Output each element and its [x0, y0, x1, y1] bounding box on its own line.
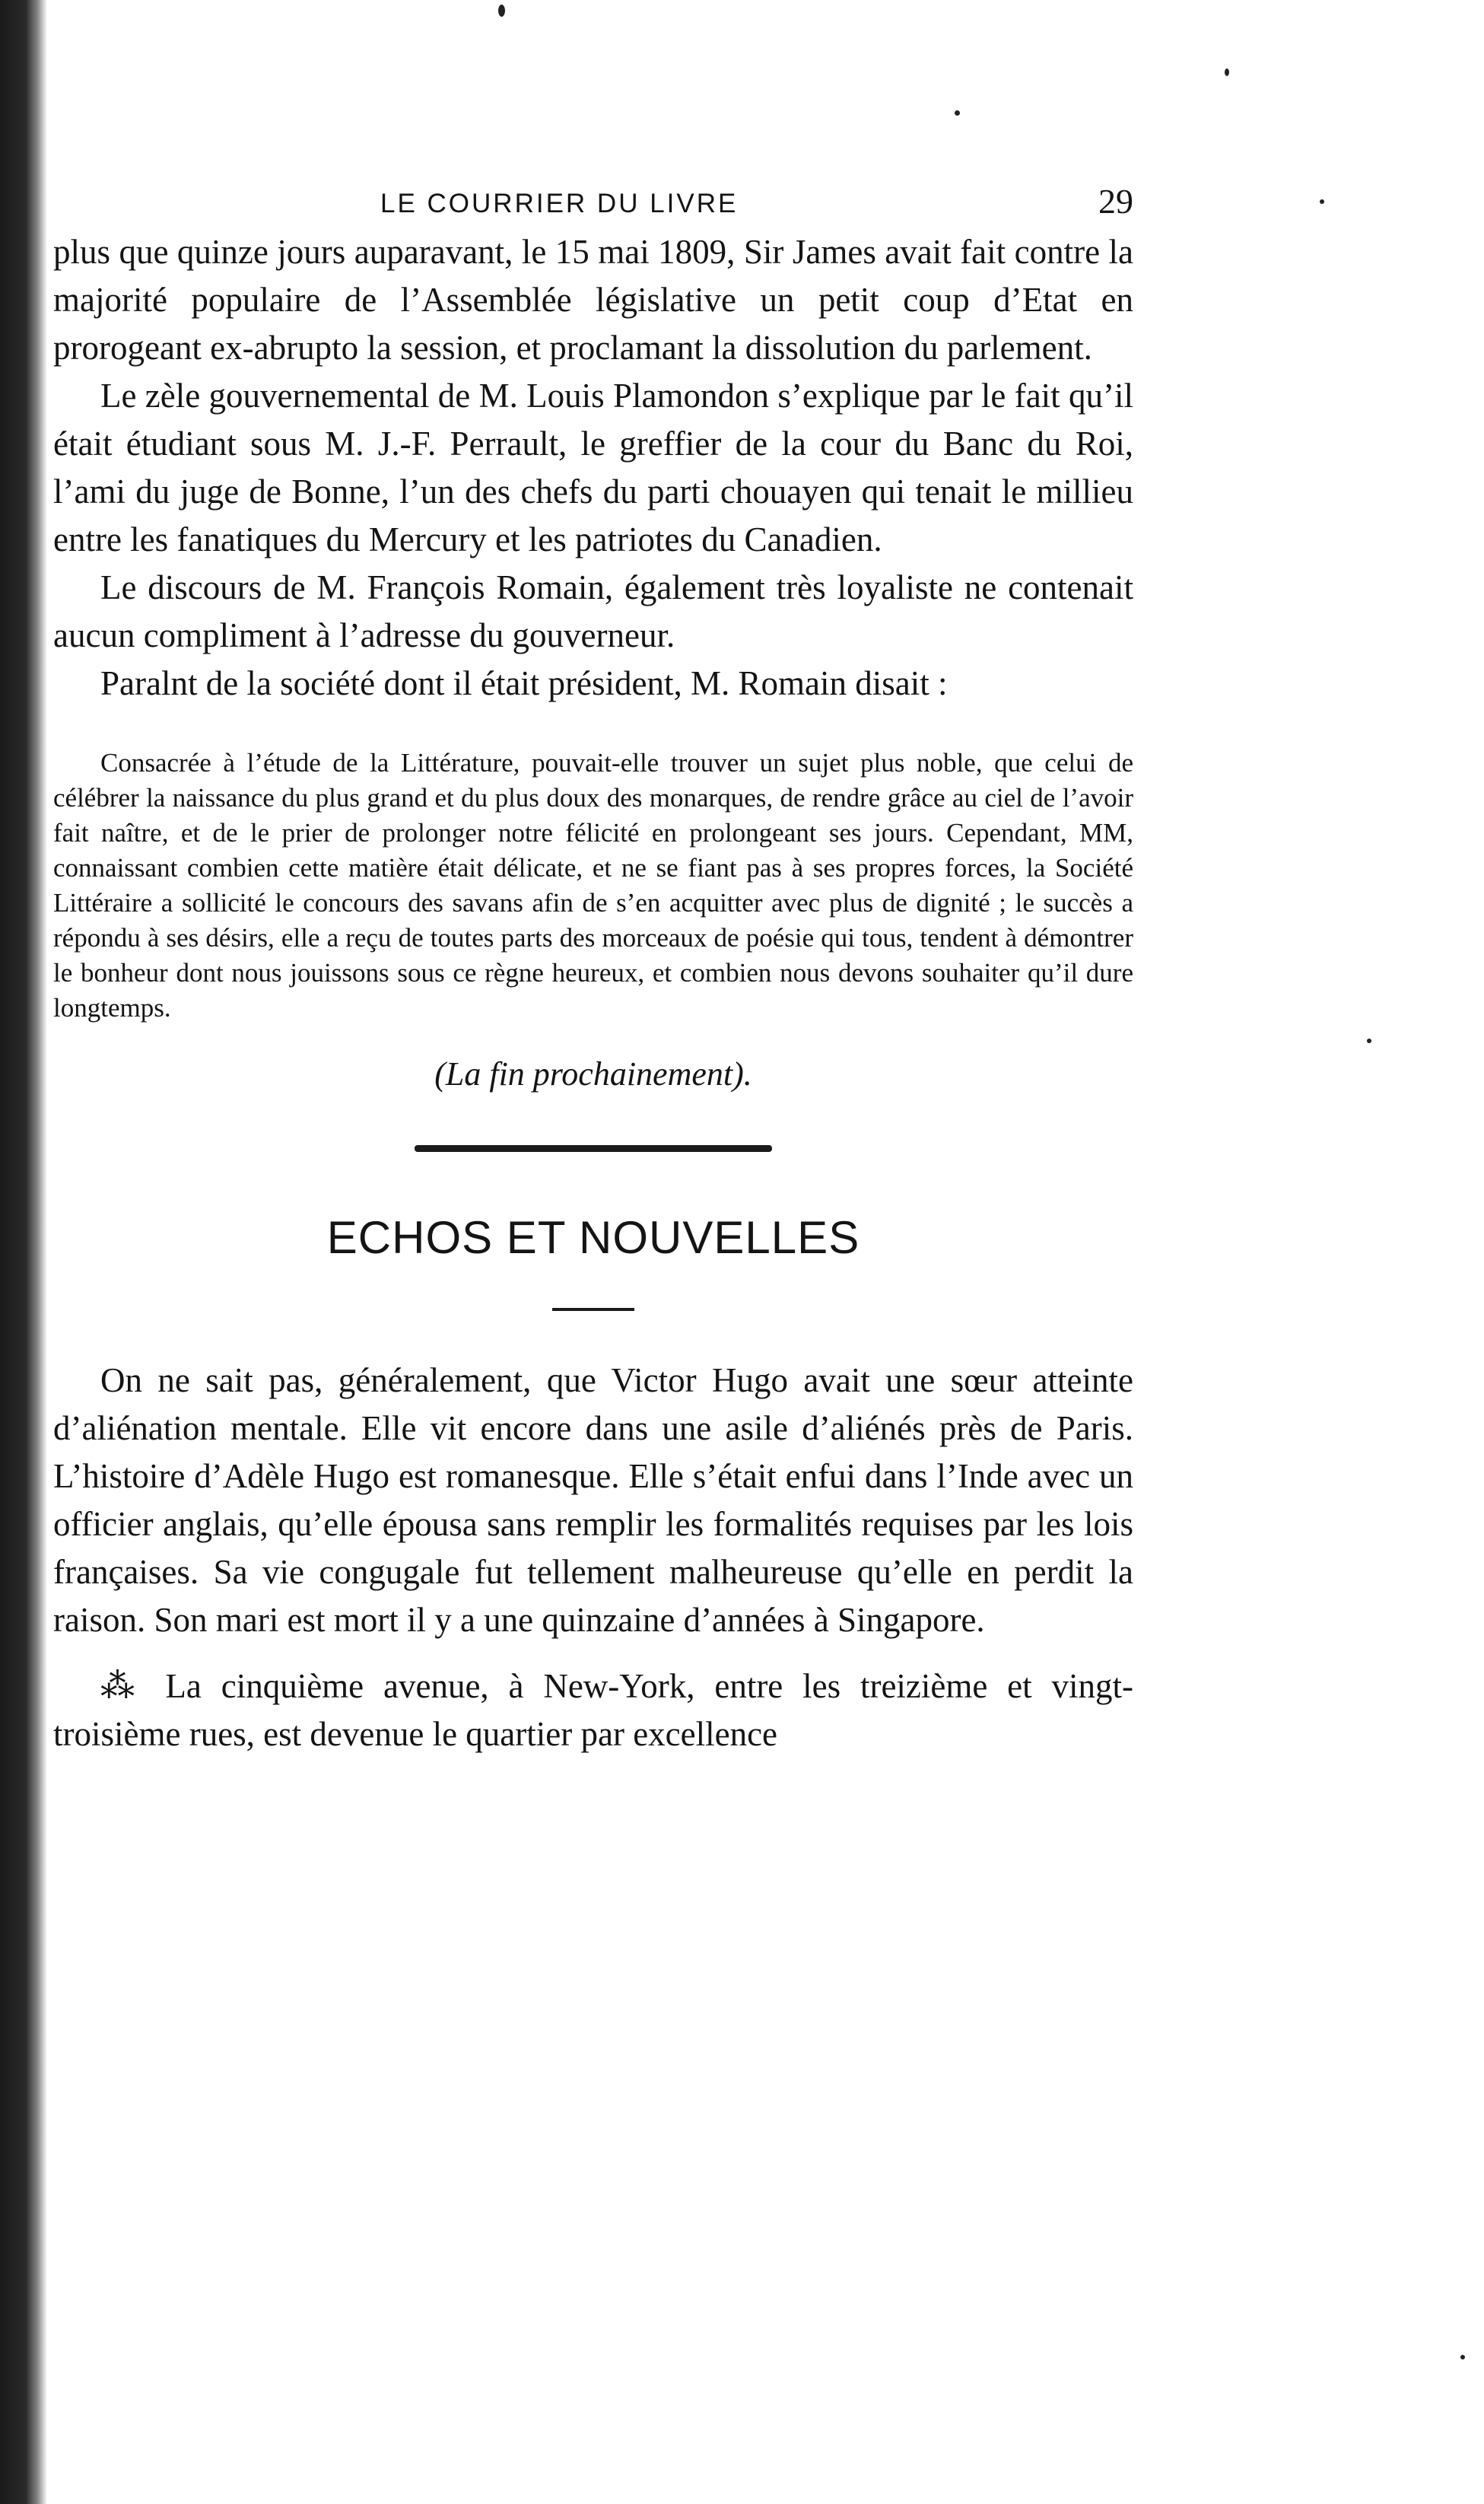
running-title: LE COURRIER DU LIVRE: [380, 189, 739, 218]
news-item: ⁂ La cinquième avenue, à New-York, entre les treizième et vingt-troisième rues, est devenue le quartier par excellence: [53, 1667, 1133, 1753]
news-item: On ne sait pas, généralement, que Victor Hugo avait une sœur atteinte d’aliénation mentale. Elle vit encore dans une asile d’aliénés près de Paris. L’histoire d’Adèle Hugo est romanesque. Elle s’était enfui dans l’Inde avec un officier anglais, qu’elle épousa sans remplir les formalités requises par les lois françaises. Sa vie congugale fut tellement malheureuse qu’elle en perdit la raison. Son mari est mort il y a une quinzaine d’années à Singapore.: [53, 1361, 1133, 1639]
ink-speck: [1225, 68, 1229, 76]
article-paragraph: Le zèle gouvernemental de M. Louis Plamondon s’explique par le fait qu’il était étudiant sous M. J.-F. Perrault, le greffier de la cour du Banc du Roi, l’ami du juge de Bonne, l’un des chefs du parti chouayen qui tenait le millieu entre les fanatiques du Mercury et les patriotes du Canadien.: [53, 377, 1133, 558]
page-binding-edge: [0, 0, 47, 2504]
page-content: [53, 175, 1133, 1758]
section-divider: [415, 1145, 772, 1152]
ink-speck: [1460, 2355, 1465, 2359]
ink-speck: [955, 110, 960, 116]
article-paragraph: Paralnt de la société dont il était président, M. Romain disait :: [100, 664, 948, 702]
page-header: [53, 175, 1133, 228]
ink-speck: [1320, 199, 1324, 204]
ink-speck: [1367, 1039, 1371, 1043]
article-paragraph: plus que quinze jours auparavant, le 15 mai 1809, Sir James avait fait contre la majorité populaire de l’Assemblée législative un petit coup d’Etat en prorogeant ex-abrupto la session, et proclamant la dissolution du parlement.: [53, 233, 1133, 367]
title-underline: [552, 1308, 634, 1311]
section-title: ECHOS ET NOUVELLES: [326, 1212, 860, 1263]
page-number: 29: [1098, 182, 1133, 221]
ink-speck: [498, 5, 505, 17]
continuation-note: (La fin prochainement).: [434, 1055, 752, 1093]
block-quote: Consacrée à l’étude de la Littérature, pouvait-elle trouver un sujet plus noble, que celui de célébrer la naissance du plus grand et du plus doux des monarques, de rendre grâce au ciel de l’avoir fait naître, et de le prier de prolonger notre félicité en prolongeant ses jours. Cependant, MM, connaissant combien cette matière était délicate, et ne se fiant pas à ses propres forces, la Société Littéraire a sollicité le concours des savans afin de s’en acquitter avec plus de dignité ; le succès a répondu à ses désirs, elle a reçu de toutes parts des morceaux de poésie qui tous, tendent à démontrer le bonheur dont nous jouissons sous ce règne heureux, et combien nous devons souhaiter qu’il dure longtemps.: [53, 748, 1133, 1023]
article-paragraph: Le discours de M. François Romain, également très loyaliste ne contenait aucun compliment à l’adresse du gouverneur.: [53, 568, 1133, 654]
